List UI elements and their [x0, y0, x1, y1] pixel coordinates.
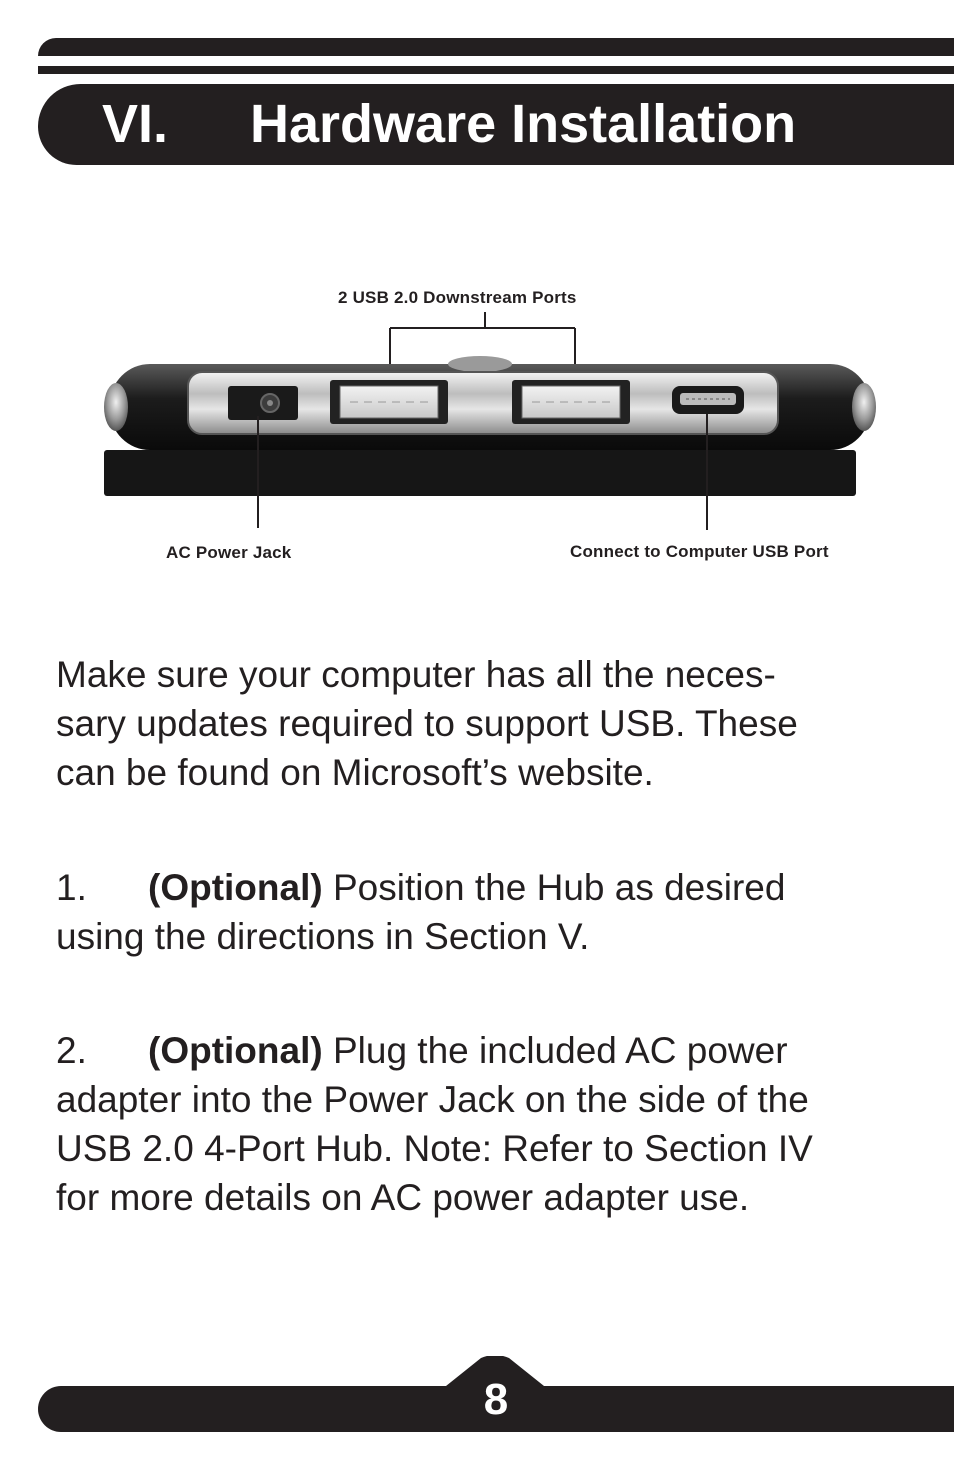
hub-base [104, 450, 856, 496]
page-title: Hardware Installation [250, 94, 797, 154]
hub-side-diagram [100, 280, 880, 580]
step-1-line-1 [56, 863, 916, 912]
right-endcap [852, 383, 876, 431]
optional-tag: (Optional) [148, 1030, 323, 1071]
callout-downstream-ports: 2 USB 2.0 Downstream Ports [338, 288, 577, 307]
header-stripe-middle [38, 66, 954, 74]
step-2-line-1 [56, 1026, 916, 1075]
step-1 [56, 863, 916, 961]
left-endcap [104, 383, 128, 431]
section-number: VI. [102, 94, 169, 154]
intro-paragraph [56, 650, 916, 797]
step-2-text: Plug the included AC power [322, 1030, 788, 1071]
intro-line-3: can be found on Microsoft’s website. [56, 752, 654, 793]
step-number: 2. [56, 1030, 87, 1071]
intro-line-1: Make sure your computer has all the neces- [56, 654, 776, 695]
page-number: 8 [483, 1375, 509, 1424]
callout-ac-power-jack: AC Power Jack [166, 543, 292, 562]
header-stripe-top [38, 38, 954, 56]
step-2 [56, 1026, 916, 1222]
intro-line-2: sary updates required to support USB. These [56, 703, 798, 744]
callout-computer-usb-port: Connect to Computer USB Port [570, 542, 829, 561]
step-2-line-2: adapter into the Power Jack on the side of the [56, 1079, 809, 1120]
step-1-text: Position the Hub as desired [322, 867, 786, 908]
usb-hub-illustration [100, 280, 880, 580]
optional-tag: (Optional) [148, 867, 323, 908]
step-1-line-2: using the directions in Section V. [56, 916, 590, 957]
step-2-line-4: for more details on AC power adapter use. [56, 1177, 750, 1218]
step-2-line-3: USB 2.0 4-Port Hub. Note: Refer to Section IV [56, 1128, 813, 1169]
top-button [448, 356, 512, 372]
step-number: 1. [56, 867, 87, 908]
